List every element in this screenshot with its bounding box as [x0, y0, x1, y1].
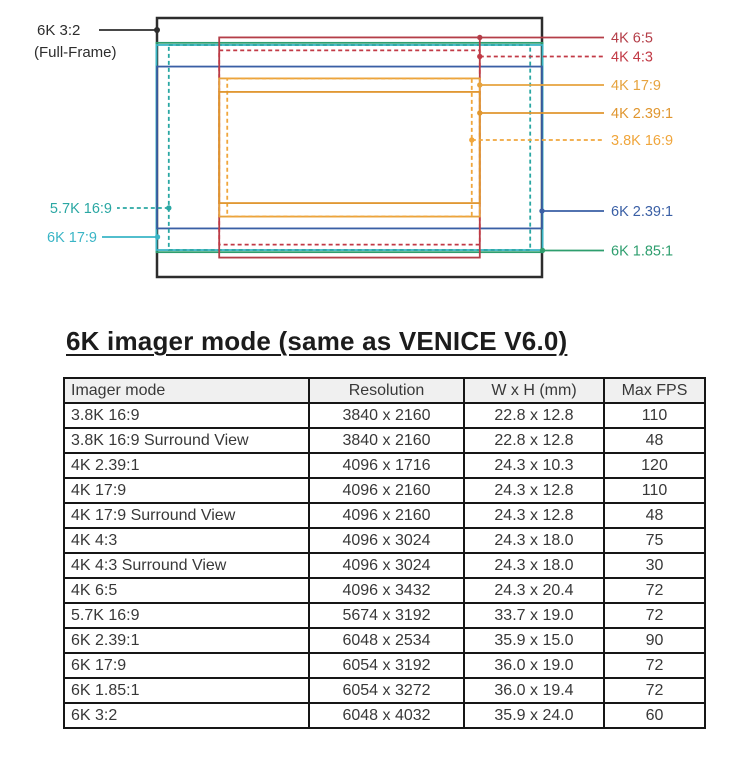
imager-mode-cell: 6K 17:9: [64, 653, 309, 678]
frame-label: 6K 17:9: [47, 230, 97, 246]
resolution-cell: 4096 x 2160: [309, 503, 464, 528]
table-row: [64, 603, 705, 628]
resolution-cell: 3840 x 2160: [309, 403, 464, 428]
resolution-cell: 4096 x 2160: [309, 478, 464, 503]
imager-mode-cell: 3.8K 16:9 Surround View: [64, 428, 309, 453]
wxh-cell: 36.0 x 19.0: [464, 653, 604, 678]
frame-label: 6K 3:2: [37, 22, 81, 39]
column-header: Resolution: [309, 378, 464, 403]
max-fps-cell: 120: [604, 453, 705, 478]
column-header: Max FPS: [604, 378, 705, 403]
leader-dot: [155, 234, 160, 239]
imager-mode-cell: 4K 2.39:1: [64, 453, 309, 478]
wxh-cell: 24.3 x 12.8: [464, 503, 604, 528]
frame-rect: [156, 43, 542, 252]
imager-mode-cell: 4K 4:3 Surround View: [64, 553, 309, 578]
frame-label: 4K 2.39:1: [611, 106, 674, 122]
frame-label: 6K 2.39:1: [611, 204, 674, 220]
leader-dot: [477, 110, 482, 115]
max-fps-cell: 110: [604, 478, 705, 503]
resolution-cell: 6048 x 2534: [309, 628, 464, 653]
column-header: Imager mode: [64, 378, 309, 403]
frame-rect: [219, 78, 480, 216]
frame-label: 6K 1.85:1: [611, 243, 674, 260]
imager-mode-cell: 6K 1.85:1: [64, 678, 309, 703]
resolution-cell: 6048 x 4032: [309, 703, 464, 728]
frame-label: 5.7K 16:9: [49, 201, 112, 217]
leader-dot: [166, 205, 171, 210]
imager-mode-cell: 4K 4:3: [64, 528, 309, 553]
max-fps-cell: 48: [604, 428, 705, 453]
frame-label: 4K 4:3: [611, 49, 653, 66]
frame-label: 4K 6:5: [611, 30, 653, 47]
wxh-cell: 22.8 x 12.8: [464, 403, 604, 428]
wxh-cell: 22.8 x 12.8: [464, 428, 604, 453]
leader-dot: [469, 137, 474, 142]
max-fps-cell: 30: [604, 553, 705, 578]
frame-rect: [219, 92, 480, 203]
resolution-cell: 6054 x 3272: [309, 678, 464, 703]
frame-rect: [169, 45, 530, 250]
max-fps-cell: 90: [604, 628, 705, 653]
table-row: [64, 478, 705, 503]
table-row: [64, 503, 705, 528]
sensor-coverage-diagram: [0, 0, 740, 310]
table-row: [64, 653, 705, 678]
frame-rect: [157, 67, 542, 229]
resolution-cell: 5674 x 3192: [309, 603, 464, 628]
imager-mode-cell: 4K 17:9 Surround View: [64, 503, 309, 528]
column-header: W x H (mm): [464, 378, 604, 403]
wxh-cell: 24.3 x 10.3: [464, 453, 604, 478]
wxh-cell: 35.9 x 15.0: [464, 628, 604, 653]
max-fps-cell: 60: [604, 703, 705, 728]
wxh-cell: 35.9 x 24.0: [464, 703, 604, 728]
imager-mode-table: [63, 377, 706, 729]
frame-rect: [227, 78, 472, 216]
max-fps-cell: 110: [604, 403, 705, 428]
wxh-cell: 36.0 x 19.4: [464, 678, 604, 703]
resolution-cell: 6054 x 3192: [309, 653, 464, 678]
frame-rect: [156, 45, 542, 250]
wxh-cell: 24.3 x 18.0: [464, 553, 604, 578]
wxh-cell: 24.3 x 18.0: [464, 528, 604, 553]
max-fps-cell: 72: [604, 578, 705, 603]
imager-mode-cell: 4K 17:9: [64, 478, 309, 503]
frame-label: 4K 17:9: [611, 78, 661, 94]
imager-mode-cell: 5.7K 16:9: [64, 603, 309, 628]
imager-mode-cell: 6K 3:2: [64, 703, 309, 728]
imager-mode-cell: 4K 6:5: [64, 578, 309, 603]
leader-dot: [154, 27, 160, 33]
table-row: [64, 628, 705, 653]
max-fps-cell: 48: [604, 503, 705, 528]
frame-label: (Full-Frame): [34, 44, 117, 61]
imager-mode-cell: 6K 2.39:1: [64, 628, 309, 653]
header-row: [64, 378, 705, 403]
resolution-cell: 4096 x 3024: [309, 528, 464, 553]
max-fps-cell: 75: [604, 528, 705, 553]
wxh-cell: 24.3 x 20.4: [464, 578, 604, 603]
resolution-cell: 4096 x 1716: [309, 453, 464, 478]
full-frame-rect: [157, 18, 542, 277]
table-row: [64, 403, 705, 428]
resolution-cell: 4096 x 3432: [309, 578, 464, 603]
frame-label: 3.8K 16:9: [611, 133, 674, 149]
leader-dot: [539, 208, 544, 213]
table-row: [64, 578, 705, 603]
max-fps-cell: 72: [604, 603, 705, 628]
table-row: [64, 453, 705, 478]
table-row: [64, 678, 705, 703]
table-row: [64, 428, 705, 453]
resolution-cell: 3840 x 2160: [309, 428, 464, 453]
section-title: 6K imager mode (same as VENICE V6.0): [66, 326, 568, 356]
leader-dot: [477, 54, 482, 59]
wxh-cell: 24.3 x 12.8: [464, 478, 604, 503]
wxh-cell: 33.7 x 19.0: [464, 603, 604, 628]
leader-dot: [540, 248, 545, 253]
table-row: [64, 528, 705, 553]
imager-mode-cell: 3.8K 16:9: [64, 403, 309, 428]
resolution-cell: 4096 x 3024: [309, 553, 464, 578]
leader-dot: [477, 35, 482, 40]
leader-dot: [477, 82, 482, 87]
max-fps-cell: 72: [604, 678, 705, 703]
frame-rect: [219, 37, 480, 257]
table-row: [64, 703, 705, 728]
max-fps-cell: 72: [604, 653, 705, 678]
frame-rect: [219, 50, 480, 244]
table-row: [64, 553, 705, 578]
